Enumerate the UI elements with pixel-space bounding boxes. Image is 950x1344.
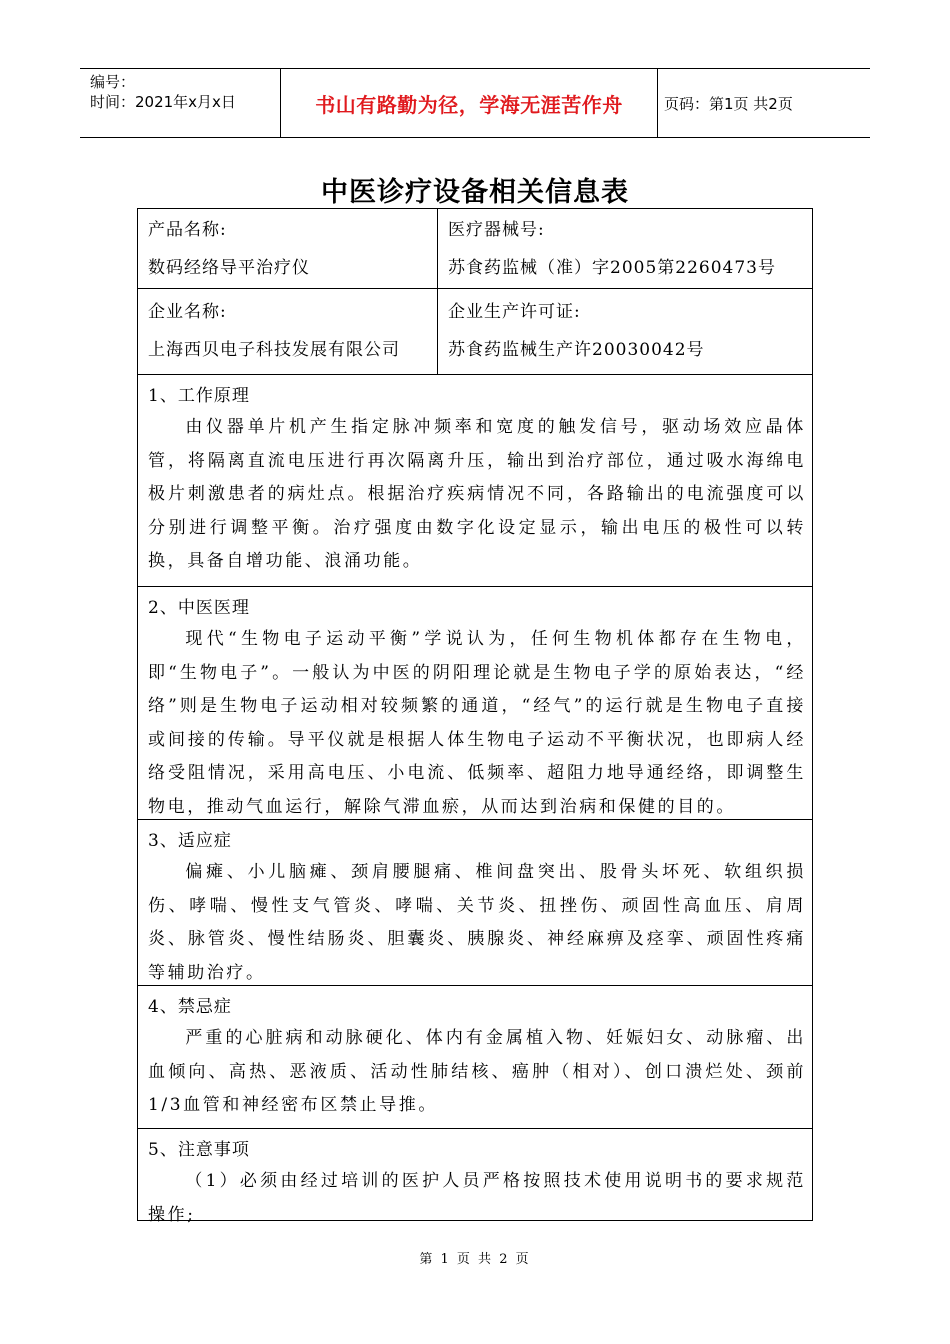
device-no-value: 苏食药监械（准）字2005第2260473号 [448, 258, 776, 278]
section-working-principle [138, 375, 812, 587]
header-meta [80, 69, 280, 137]
device-no-cell [438, 209, 812, 288]
product-name-label: 产品名称: [148, 220, 227, 240]
device-no-label: 医疗器械号: [448, 220, 545, 240]
section-indications [138, 820, 812, 986]
section-paragraph: 严重的心脏病和动脉硬化、体内有金属植入物、妊娠妇女、动脉瘤、出血倾向、高热、恶液质、活动性肺结核、癌肿（相对）、创口溃烂处、颈前1/3血管和神经密布区禁止导推。 [148, 1028, 806, 1115]
company-label: 企业名称: [148, 302, 227, 322]
section-paragraph: 由仪器单片机产生指定脉冲频率和宽度的触发信号，驱动场效应晶体管，将隔离直流电压进行再次隔离升压，输出到治疗部位，通过吸水海绵电极片刺激患者的病灶点。根据治疗疾病情况不同，各路输出的电流强度可以分别进行调整平衡。治疗强度由数字化设定显示，输出电压的极性可以转换，具备自增功能、浪涌功能。 [148, 417, 806, 571]
section-body [148, 1022, 806, 1123]
section-paragraph: （1）必须由经过培训的医护人员严格按照技术使用说明书的要求规范操作; [148, 1171, 806, 1225]
table-row-company [138, 289, 812, 375]
header-motto: 书山有路勤为径，学海无涯苦作舟 [280, 69, 658, 137]
company-cell [138, 289, 438, 374]
section-title: 4、禁忌症 [148, 997, 232, 1017]
section-paragraph: 偏瘫、小儿脑瘫、颈肩腰腿痛、椎间盘突出、股骨头坏死、软组织损伤、哮喘、慢性支气管炎、哮喘、关节炎、扭挫伤、顽固性高血压、肩周炎、脉管炎、慢性结肠炎、胆囊炎、胰腺炎、神经麻痹及痉挛、顽固性疼痛等辅助治疗。 [148, 862, 806, 983]
section-paragraph: 现代“生物电子运动平衡”学说认为，任何生物机体都存在生物电，即“生物电子”。一般认为中医的阴阳理论就是生物电子学的原始表达，“经络”则是生物电子运动相对较频繁的通道，“经气”的运行就是生物电子直接或间接的传输。导平仪就是根据人体生物电子运动不平衡状况，也即病人经络受阻情况，采用高电压、小电流、低频率、超阻力地导通经络，即调整生物电，推动气血运行，解除气滞血瘀，从而达到治病和保健的目的。 [148, 629, 806, 817]
product-name-value: 数码经络导平治疗仪 [148, 258, 310, 278]
page-footer: 第 1 页 共 2 页 [419, 1252, 531, 1267]
info-table [137, 208, 813, 1225]
license-value: 苏食药监械生产许20030042号 [448, 340, 705, 360]
product-name-cell [138, 209, 438, 288]
section-title: 2、中医医理 [148, 598, 250, 618]
section-title: 5、注意事项 [148, 1140, 250, 1160]
section-title: 3、适应症 [148, 831, 232, 851]
section-body [148, 411, 806, 579]
section-precautions [138, 1129, 812, 1225]
number-label: 编号： [90, 73, 136, 91]
table-row-product [138, 209, 812, 289]
section-body [148, 623, 806, 824]
section-contraindications [138, 986, 812, 1129]
section-title: 1、工作原理 [148, 386, 250, 406]
license-cell [438, 289, 812, 374]
company-value: 上海西贝电子科技发展有限公司 [148, 340, 400, 360]
document-title: 中医诊疗设备相关信息表 [321, 177, 629, 208]
license-label: 企业生产许可证: [448, 302, 581, 322]
header-page-info: 页码：第1页 共2页 [664, 94, 793, 113]
page-header [80, 68, 870, 138]
time-label: 时间：2021年x月x日 [90, 93, 236, 111]
section-body [148, 856, 806, 990]
section-body [148, 1165, 806, 1232]
section-tcm-theory [138, 587, 812, 820]
